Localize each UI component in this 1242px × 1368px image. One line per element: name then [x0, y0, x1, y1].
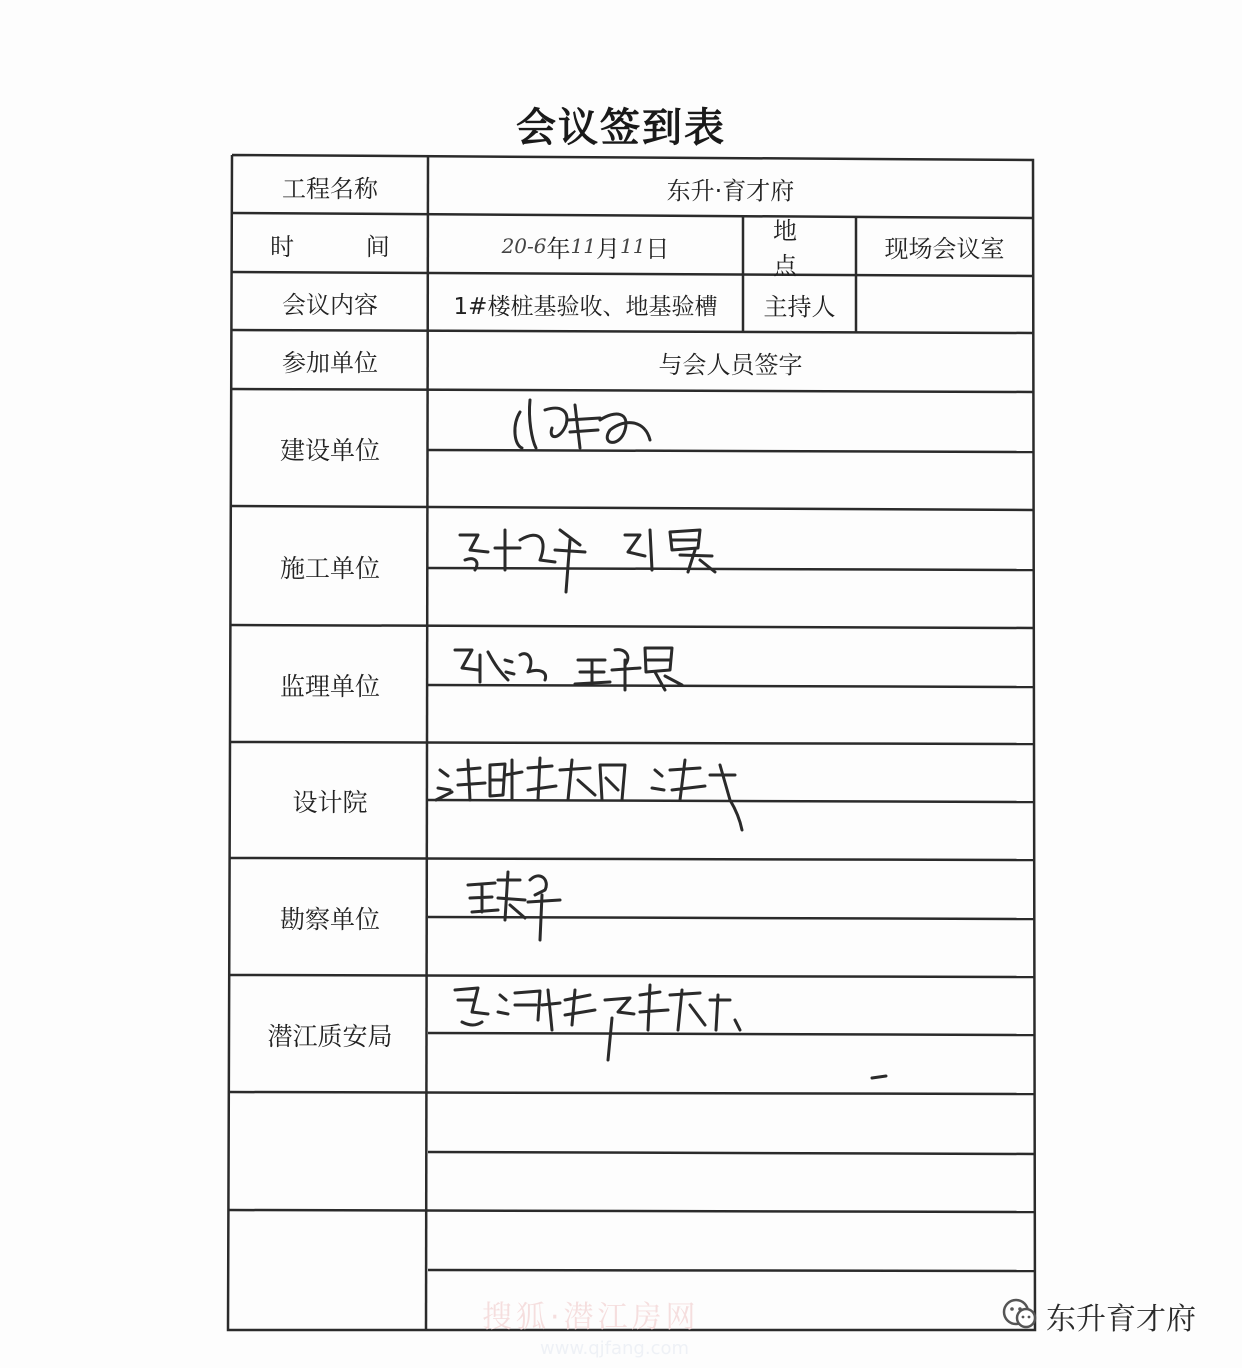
label-location: 地 点 — [773, 217, 827, 280]
unit-name-survey: 勘察单位 — [279, 904, 380, 934]
value-host — [856, 276, 1033, 332]
date-year-handwritten: 20-6 — [501, 234, 547, 258]
label-meeting-content: 会议内容 — [282, 290, 378, 319]
unit-name-supervisor: 监理单位 — [279, 671, 380, 701]
unit-name-quality-safety-bureau: 潜江质安局 — [267, 1021, 393, 1051]
label-attendee-signature: 与会人员签字 — [658, 350, 803, 379]
unit-name-empty-1 — [232, 1093, 428, 1211]
value-location: 现场会议室 — [884, 234, 1005, 263]
date-year-char: 年 — [546, 234, 571, 263]
unit-name-design-institute: 设计院 — [292, 788, 368, 817]
value-meeting-content: 1#楼桩基验收、地基验槽 — [453, 293, 718, 320]
date-month-char: 月 — [595, 234, 620, 263]
value-date — [428, 218, 743, 274]
label-time: 时 间 — [270, 232, 422, 261]
unit-name-empty-2 — [232, 1211, 428, 1329]
value-project-name: 东升·育才府 — [666, 176, 795, 205]
document-title: 会议签到表 — [516, 105, 726, 151]
date-day-char: 日 — [645, 234, 670, 263]
faint-url-watermark: www.qjfang.com — [540, 1338, 690, 1359]
label-host: 主持人 — [763, 292, 836, 321]
date-day-handwritten: 11 — [619, 234, 646, 258]
label-project-name: 工程名称 — [282, 174, 378, 203]
account-watermark: 东升育才府 — [1046, 1302, 1196, 1337]
unit-name-construction-owner: 建设单位 — [279, 435, 380, 465]
unit-name-contractor: 施工单位 — [279, 554, 380, 583]
wechat-account-icon — [1000, 1294, 1040, 1334]
date-month-handwritten: 11 — [570, 234, 596, 258]
label-participating-unit: 参加单位 — [282, 348, 378, 377]
faint-site-watermark: 搜狐·潜江房网 — [482, 1300, 700, 1335]
